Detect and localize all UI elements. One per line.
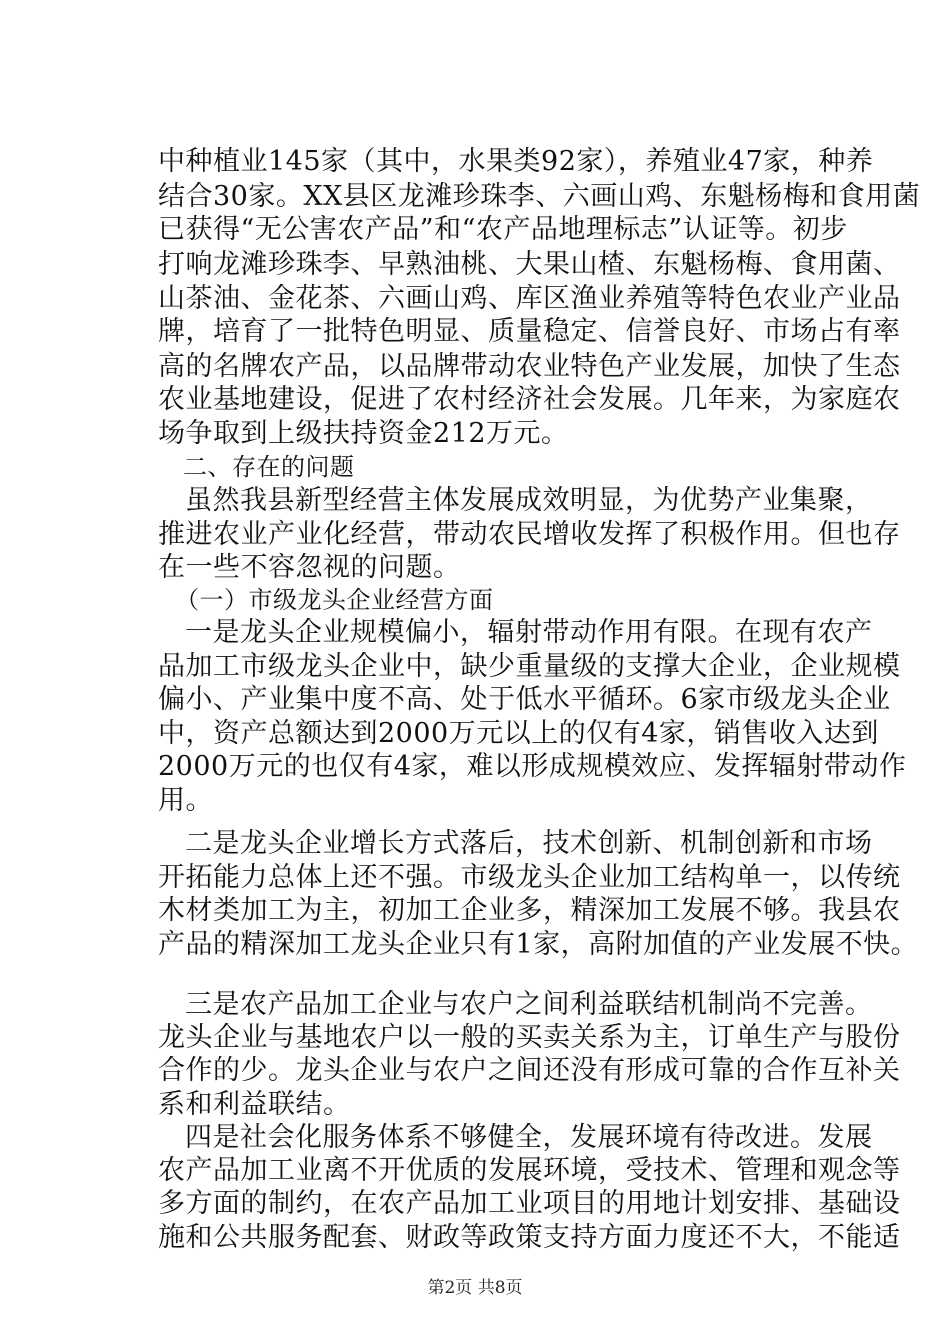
section-heading: 二、存在的问题 bbox=[183, 453, 355, 481]
text-line: 中，资产总额达到2000万元以上的仅有4家，销售收入达到 bbox=[158, 718, 879, 749]
text-line: 施和公共服务配套、财政等政策支持方面力度还不大，不能适 bbox=[158, 1222, 901, 1253]
text-line: 三是农产品加工企业与农户之间利益联结机制尚不完善。 bbox=[185, 989, 873, 1020]
text-line: 结合30家。XX县区龙滩珍珠李、六画山鸡、东魁杨梅和食用菌 bbox=[158, 181, 921, 212]
text-line: 高的名牌农产品，以品牌带动农业特色产业发展，加快了生态 bbox=[158, 351, 901, 382]
text-line: 多方面的制约，在农产品加工业项目的用地计划安排、基础设 bbox=[158, 1188, 901, 1219]
text-line: 系和利益联结。 bbox=[158, 1089, 351, 1120]
text-line: 农业基地建设，促进了农村经济社会发展。几年来，为家庭农 bbox=[158, 384, 901, 415]
text-line: 木材类加工为主，初加工企业多，精深加工发展不够。我县农 bbox=[158, 895, 901, 926]
text-line: 场争取到上级扶持资金212万元。 bbox=[158, 418, 569, 449]
text-line: 中种植业145家（其中，水果类92家），养殖业47家，种养 bbox=[158, 146, 874, 177]
text-line: 山茶油、金花茶、六画山鸡、库区渔业养殖等特色农业产业品 bbox=[158, 283, 901, 314]
text-line: 合作的少。龙头企业与农户之间还没有形成可靠的合作互补关 bbox=[158, 1055, 901, 1086]
text-line: 已获得“无公害农产品”和“农产品地理标志”认证等。初步 bbox=[158, 214, 848, 245]
text-line: 二是龙头企业增长方式落后，技术创新、机制创新和市场 bbox=[185, 828, 873, 859]
text-line: 一是龙头企业规模偏小，辐射带动作用有限。在现有农产 bbox=[185, 617, 873, 648]
text-line: 在一些不容忽视的问题。 bbox=[158, 552, 461, 583]
text-line: 推进农业产业化经营，带动农民增收发挥了积极作用。但也存 bbox=[158, 519, 901, 550]
text-line: 四是社会化服务体系不够健全，发展环境有待改进。发展 bbox=[185, 1122, 873, 1153]
text-line: 农产品加工业离不开优质的发展环境，受技术、管理和观念等 bbox=[158, 1155, 901, 1186]
text-line: 龙头企业与基地农户以一般的买卖关系为主，订单生产与股份 bbox=[158, 1022, 901, 1053]
text-line: 开拓能力总体上还不强。市级龙头企业加工结构单一，以传统 bbox=[158, 862, 901, 893]
page-number-footer: 第2页 共8页 bbox=[427, 1278, 523, 1298]
text-line: 用。 bbox=[158, 785, 213, 816]
subsection-heading: （一）市级龙头企业经营方面 bbox=[175, 586, 494, 614]
text-line: 产品的精深加工龙头企业只有1家，高附加值的产业发展不快。 bbox=[158, 929, 919, 960]
text-line: 牌，培育了一批特色明显、质量稳定、信誉良好、市场占有率 bbox=[158, 316, 901, 347]
text-line: 打响龙滩珍珠李、早熟油桃、大果山楂、东魁杨梅、食用菌、 bbox=[158, 249, 901, 280]
text-line: 偏小、产业集中度不高、处于低水平循环。6家市级龙头企业 bbox=[158, 684, 891, 715]
text-line: 虽然我县新型经营主体发展成效明显，为优势产业集聚， bbox=[185, 485, 873, 516]
text-line: 品加工市级龙头企业中，缺少重量级的支撑大企业，企业规模 bbox=[158, 651, 901, 682]
text-line: 2000万元的也仅有4家，难以形成规模效应、发挥辐射带动作 bbox=[158, 751, 907, 782]
